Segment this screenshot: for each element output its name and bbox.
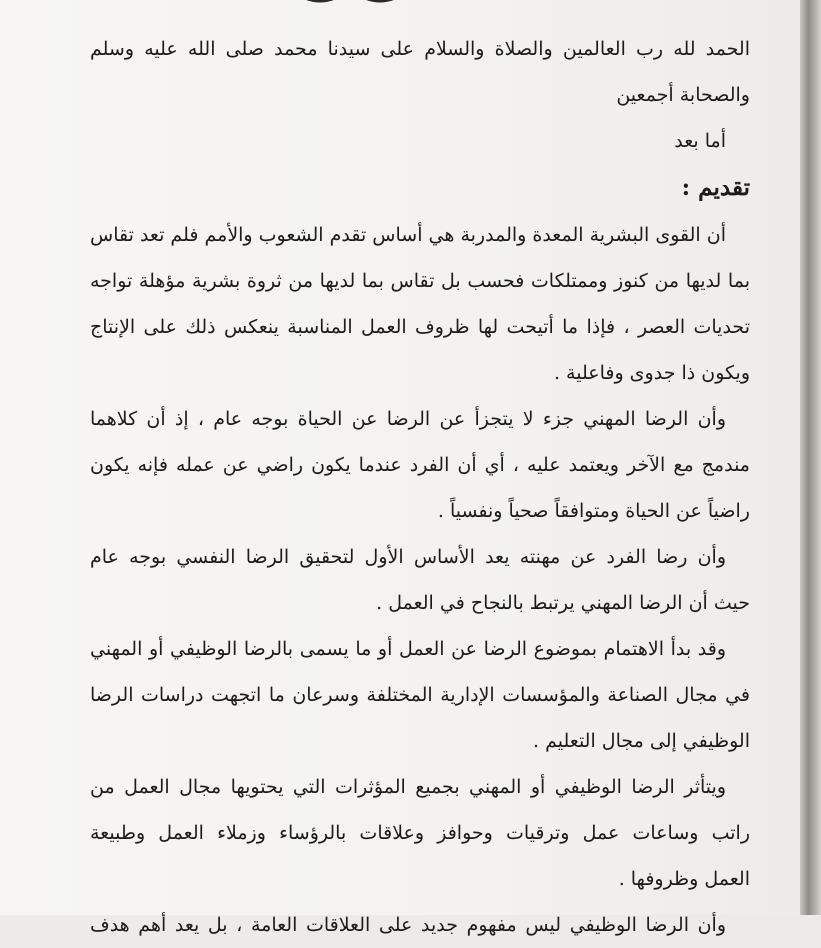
paragraph-line: بما لديها من كنوز وممتلكات فحسب بل تقاس بما لديها من ثروة بشرية مؤهلة تواجه xyxy=(90,270,750,292)
paragraph-line: العمل وظروفها . xyxy=(618,868,750,890)
paragraph xyxy=(90,212,750,396)
paragraph-line: حيث أن الرضا المهني يرتبط بالنجاح في العمل . xyxy=(376,592,750,614)
page-edge xyxy=(800,0,821,915)
opening-line: أما بعد xyxy=(674,130,726,152)
paragraph-line: راضياً عن الحياة ومتوافقاً صحياً ونفسياً . xyxy=(437,500,750,522)
paragraph-line: في مجال الصناعة والمؤسسات الإدارية المختلفة وسرعان ما اتجهت دراسات الرضا xyxy=(90,684,750,706)
section-heading: تقديم : xyxy=(681,174,750,201)
paragraph xyxy=(90,626,750,764)
page-text xyxy=(90,26,750,948)
paragraph-line: ويتأثر الرضا الوظيفي أو المهني بجميع المؤثرات التي يحتويها مجال العمل من xyxy=(90,776,726,798)
header-ornament-icon xyxy=(300,0,420,6)
paragraph-line: الوظيفي إلى مجال التعليم . xyxy=(533,730,750,752)
paragraph-line: أن القوى البشرية المعدة والمدربة هي أساس تقدم الشعوب والأمم فلم تعد تقاس xyxy=(90,224,726,246)
paragraph-line: وقد بدأ الاهتمام بموضوع الرضا عن العمل أو ما يسمى بالرضا الوظيفي أو المهني xyxy=(90,638,726,660)
opening-line: والصحابة أجمعين xyxy=(616,84,750,106)
paragraph-line: راتب وساعات عمل وترقيات وحوافز وعلاقات بالرؤساء وزملاء العمل وطبيعة xyxy=(90,822,750,844)
paragraph-line: وأن الرضا المهني جزء لا يتجزأ عن الرضا عن الحياة بوجه عام ، إذ أن كلاهما xyxy=(90,408,726,430)
paragraph xyxy=(90,396,750,534)
paragraph-line: وأن الرضا الوظيفي ليس مفهوم جديد على العلاقات العامة ، بل يعد أهم هدف xyxy=(90,914,726,936)
paragraph-line: ويكون ذا جدوى وفاعلية . xyxy=(553,362,750,384)
paragraph-line: وأن رضا الفرد عن مهنته يعد الأساس الأول لتحقيق الرضا النفسي بوجه عام xyxy=(90,546,726,568)
paragraph xyxy=(90,534,750,626)
paragraph-line: تحديات العصر ، فإذا ما أتيحت لها ظروف العمل المناسبة ينعكس ذلك على الإنتاج xyxy=(90,316,750,338)
paragraph xyxy=(90,902,750,948)
paragraph-line: مندمج مع الآخر ويعتمد عليه ، أي أن الفرد عندما يكون راضي عن عمله فإنه يكون xyxy=(90,454,750,476)
opening-line: الحمد لله رب العالمين والصلاة والسلام على سيدنا محمد صلى الله عليه وسلم xyxy=(90,38,750,60)
paragraph xyxy=(90,764,750,902)
